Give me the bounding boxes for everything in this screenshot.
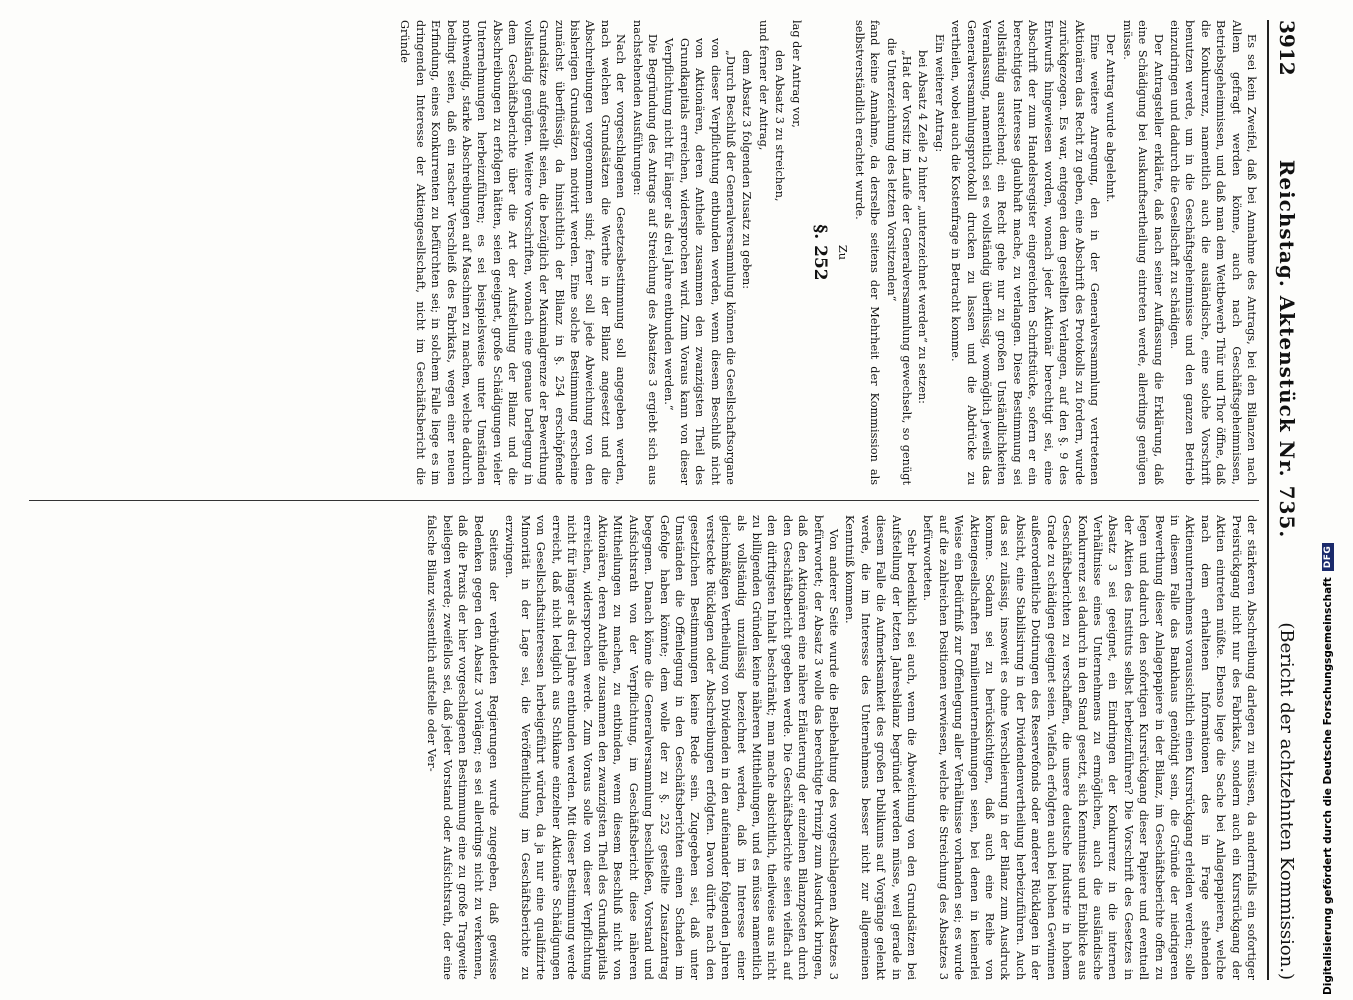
paragraph: Der Antrag wurde abgelehnt.	[1104, 34, 1118, 203]
paragraph: Der Antragsteller erklärte, daß nach seiner Auffassung die Erklärung, daß eine Schädigung bei Auskunftsertheilung eintreten werde, allerdings genügen müsse.	[1120, 20, 1165, 485]
quote-intro: bei Absatz 4 Zeile 2 hinter „unterzeichnet werden“ zu setzen:	[916, 50, 930, 404]
paragraph: Sehr bedenklich sei auch, wenn die Abweichung von den Grundsätzen bei Aufstellung der letzten Jahresbilanz begründet werden müsse, weil gerade in diesem Falle die Aufmerksamkeit des großen Publikums auf Vorgänge gelenkt werde, die im Interesse des Unternehmens besser nicht zur allgemeinen Kenntniß kommen.	[843, 515, 919, 980]
paragraph: Es sei kein Zweifel, daß bei Annahme des Antrags, bei den Bilanzen nach Allem gefragt werden könne, auch nach Geschäftsgeheimnissen, Betriebsgeheimnissen, und daß man dem Wettbewerb Thür und Thor öffne, daß die Konkurrenz, namentlich auch die ausländische, eine solche Vorschrift benutzen werde, um in die Geschäftsgeheimnisse und den ganzen Betrieb einzudringen und dadurch die Gesellschaft zu schädigen.	[1167, 20, 1258, 485]
section-heading: §. 252	[810, 224, 831, 281]
paragraph: Nach der vorgeschlagenen Gesetzesbestimmung soll angegeben werden, nach welchen Grundsätzen die Werthe in der Bilanz angesetzt und die Abschreibungen vorgenommen sind; ferner soll jede Abweichung von den bisherigen Grundsätzen motivirt werden. Eine solche Bestimmung erscheine zunächst überflüssig, da hinsichtlich der Bilanz in §. 254 erschöpfende Grundsätze aufgestellt seien, die bezüglich der Maximalgrenze der Bewerthung vollständig genügten. Weitere Vorschriften, wonach eine genaue Darlegung in dem Geschäftsberichte über die Art der Aufstellung der Bilanz und die Abschreibungen zu erfolgen hätten, seien geeignet, große Schädigungen vieler Unternehmungen herbeizuführen; es sei beispielsweise unter Umständen nothwendig, starke Abschreibungen auf Maschinen zu machen, welche dadurch bedingt seien, daß ein rascher Verschleiß des Fabrikats, wegen einer neuen Erfindung, eines Konkurrenten zu befürchten sei; in solchem Falle liege es im dringenden Interesse der Aktiengesellschaft, nicht im Geschäftsbericht die Gründe	[398, 20, 628, 485]
paragraph: Die Begründung des Antrags auf Streichung des Absatzes 3 ergiebt sich aus nachstehenden Ausführungen:	[630, 20, 659, 485]
paragraph: Seitens der verbündeten Regierungen wurde zugegeben, daß gewisse Bedenken gegen den Absatz 3 vorlägen; es sei allerdings nicht zu verkennen, daß die Praxis der hier vorgeschlagenen Bestimmung eine zu große Tragweite beilegen werde; zweifellos sei, daß jeder Vorstand oder Aufsichtsrath, der eine falsche Bilanz wissentlich aufstelle oder Ver-	[425, 515, 501, 980]
page-header	[1267, 20, 1305, 980]
paragraph: Ein weiterer Antrag:	[932, 34, 946, 153]
document-title: Reichstag. Aktenstück Nr. 735.	[1275, 159, 1299, 539]
dfg-logo: DFG	[1322, 543, 1334, 572]
report-title: (Bericht der achtzehnten Kommission.)	[1276, 622, 1298, 980]
paragraph: den Absatz 3 zu streichen,	[773, 50, 787, 202]
quote: „Hat der Vorsitz im Laufe der Generalversammlung gewechselt, so genügt die Unterzeichnung des letzten Vorsitzenden“	[884, 38, 914, 485]
paragraph: Von anderer Seite wurde die Beibehaltung des vorgeschlagenen Absatzes 3 befürwortet; der Absatz 3 wolle das berechtigte Prinzip zum Ausdruck bringen, daß den Aktionären eine nähere Erläuterung der einzelnen Bilanzposten durch den Geschäftsbericht gegeben werde. Die Geschäftsberichte seien vielfach auf den dürftigsten Inhalt beschränkt; man mache absichtlich, theilweise aus nicht zu billigenden Gründen keine näheren Mittheilungen, und es müsse namentlich als vollständig unzulässig bezeichnet werden, daß im Interesse einer gleichmäßigen Vertheilung von Dividenden in den aufeinander folgenden Jahren versteckte Rücklagen oder Abschreibungen erfolgten. Davon dürfte nach den gesetzlichen Bestimmungen keine Rede sein. Zugegeben sei, daß unter Umständen die Offenlegung in den Geschäftsberichten einen Schaden im Gefolge haben könnte; dem wolle der zu §. 252 gestellte Zusatzantrag begegnen. Danach könne die Generalversammlung beschließen, Vorstand und Aufsichtsrath von der Verpflichtung, im Geschäftsbericht diese näheren Mittheilungen zu machen, zu entbinden, wenn diesem Beschluß nicht von Aktionären, deren Antheile zusammen den zwanzigsten Theil des Grundkapitals erreichen, widersprochen werde. Zum Voraus solle von dieser Verpflichtung nicht für länger als drei Jahre entbunden werden. Mit dieser Bestimmung werde erreicht, daß nicht lediglich aus Schikane einzelner Aktionäre Schädigungen von Gesellschaftsinteressen herbeigeführt würden, da ja nur eine qualifizirte Minorität in der Lage sei, die Veröffentlichung im Geschäftsberichte zu erzwingen.	[503, 515, 841, 980]
paragraph: lag der Antrag vor,	[789, 20, 803, 128]
rotated-page-content	[15, 20, 1305, 980]
quote: „Durch Beschluß der Generalversammlung können die Gesellschaftsorgane von dieser Verpflichtung entbunden werden, wenn diesem Beschluß nicht von Aktionären, deren Antheile zusammen den zwanzigsten Theil des Grundkapitals erreichen, widersprochen wird. Zum Voraus kann von dieser Verpflichtung nicht für länger als drei Jahre entbunden werden.“	[662, 38, 737, 485]
paragraph: fand keine Annahme, da derselbe seitens der Mehrheit der Kommission als selbstverständlich erachtet wurde.	[852, 20, 882, 485]
digitization-credit	[1322, 543, 1334, 995]
page-number: 3912	[1275, 20, 1299, 76]
paragraph: der stärkeren Abschreibung darlegen zu müssen, da andernfalls ein sofortiger Preisrückgang nicht nur des Fabrikats, sondern auch ein Kursrückgang der Aktien eintreten müßte. Ebenso liege die Sache bei Anlagepapieren, welche nach dem erhaltenen Informationen des in Frage stehenden Aktienunternehmens voraussichtlich einen Kursrückgang erleiden werden; solle in diesem Falle das Bankhaus genöthigt sein, die Gründe der niedrigeren Bewerthung dieser Anlagepapiere in der Bilanz, im Geschäftsberichte offen zu legen und dadurch den sofortigen Kursrückgang dieser Papiere und eventuell der Aktien des Instituts selbst herbeizuführen? Die Vorschrift des Gesetzes in Absatz 3 sei geeignet, ein Eindringen der Konkurrenz in die internen Verhältnisse eines Unternehmens zu ermöglichen, auch die ausländische Konkurrenz sei dadurch in den Stand gesetzt, sich Kenntnisse und Einblicke aus Geschäftsberichten zu verschaffen, die unsere deutsche Industrie in hohem Grade zu schädigen geeignet seien. Vielfach erfolgten auch bei hohen Gewinnen außerordentliche Dotirungen des Reservefonds oder anderer Rücklagen in der Absicht, eine Stabilisirung in der Dividendenvertheilung herbeizuführen. Auch das sei zulässig, insoweit es ohne Verschleierung in der Bilanz zum Ausdruck komme. Sodann sei zu berücksichtigen, daß auch eine Reihe von Aktiengesellschaften Familienunternehmungen seien, bei denen in keinerlei Weise ein Bedürfniß zur Offenlegung aller Verhältnisse vorhanden sei; es wurde auf die zahlreichen Positionen verwiesen, welche die Streichung des Absatzes 3 befürworteten.	[921, 515, 1258, 980]
column-divider	[29, 500, 1259, 501]
credit-text: Digitalisierung gefördert durch die Deutsche Forschungsgemeinschaft	[1322, 577, 1334, 995]
right-column	[29, 515, 1259, 980]
paragraph: und ferner der Antrag,	[756, 20, 770, 151]
left-column	[29, 20, 1259, 485]
paragraph: dem Absatz 3 folgenden Zusatz zu geben:	[740, 50, 754, 290]
paragraph: Eine weitere Anregung, den in der Generalversammlung vertretenen Aktionären das Recht zu geben, eine Abschrift des Protokolls zu fordern, wurde zurückgezogen. Es war, entgegen dem gestellten Verlangen, auf den §. 9 des Entwurfs hingewiesen worden, wonach jeder Aktionär berechtigt sei, eine Abschrift der zum Handelsregister eingereichten Schriftstücke, sofern er ein berechtigtes Interesse glaubhaft mache, zu verlangen. Diese Bestimmung sei vollständig ausreichend; ein Recht gehe nur zu großen Unständlichkeiten Veranlassung, namentlich sei es vollständig überflüssig, womöglich jeweils das Generalversammlungsprotokoll drucken zu lassen und die Abdrücke zu vertheilen, wobei auch die Kostenfrage in Betracht komme.	[949, 20, 1101, 485]
zu-label: Zu	[836, 244, 850, 261]
